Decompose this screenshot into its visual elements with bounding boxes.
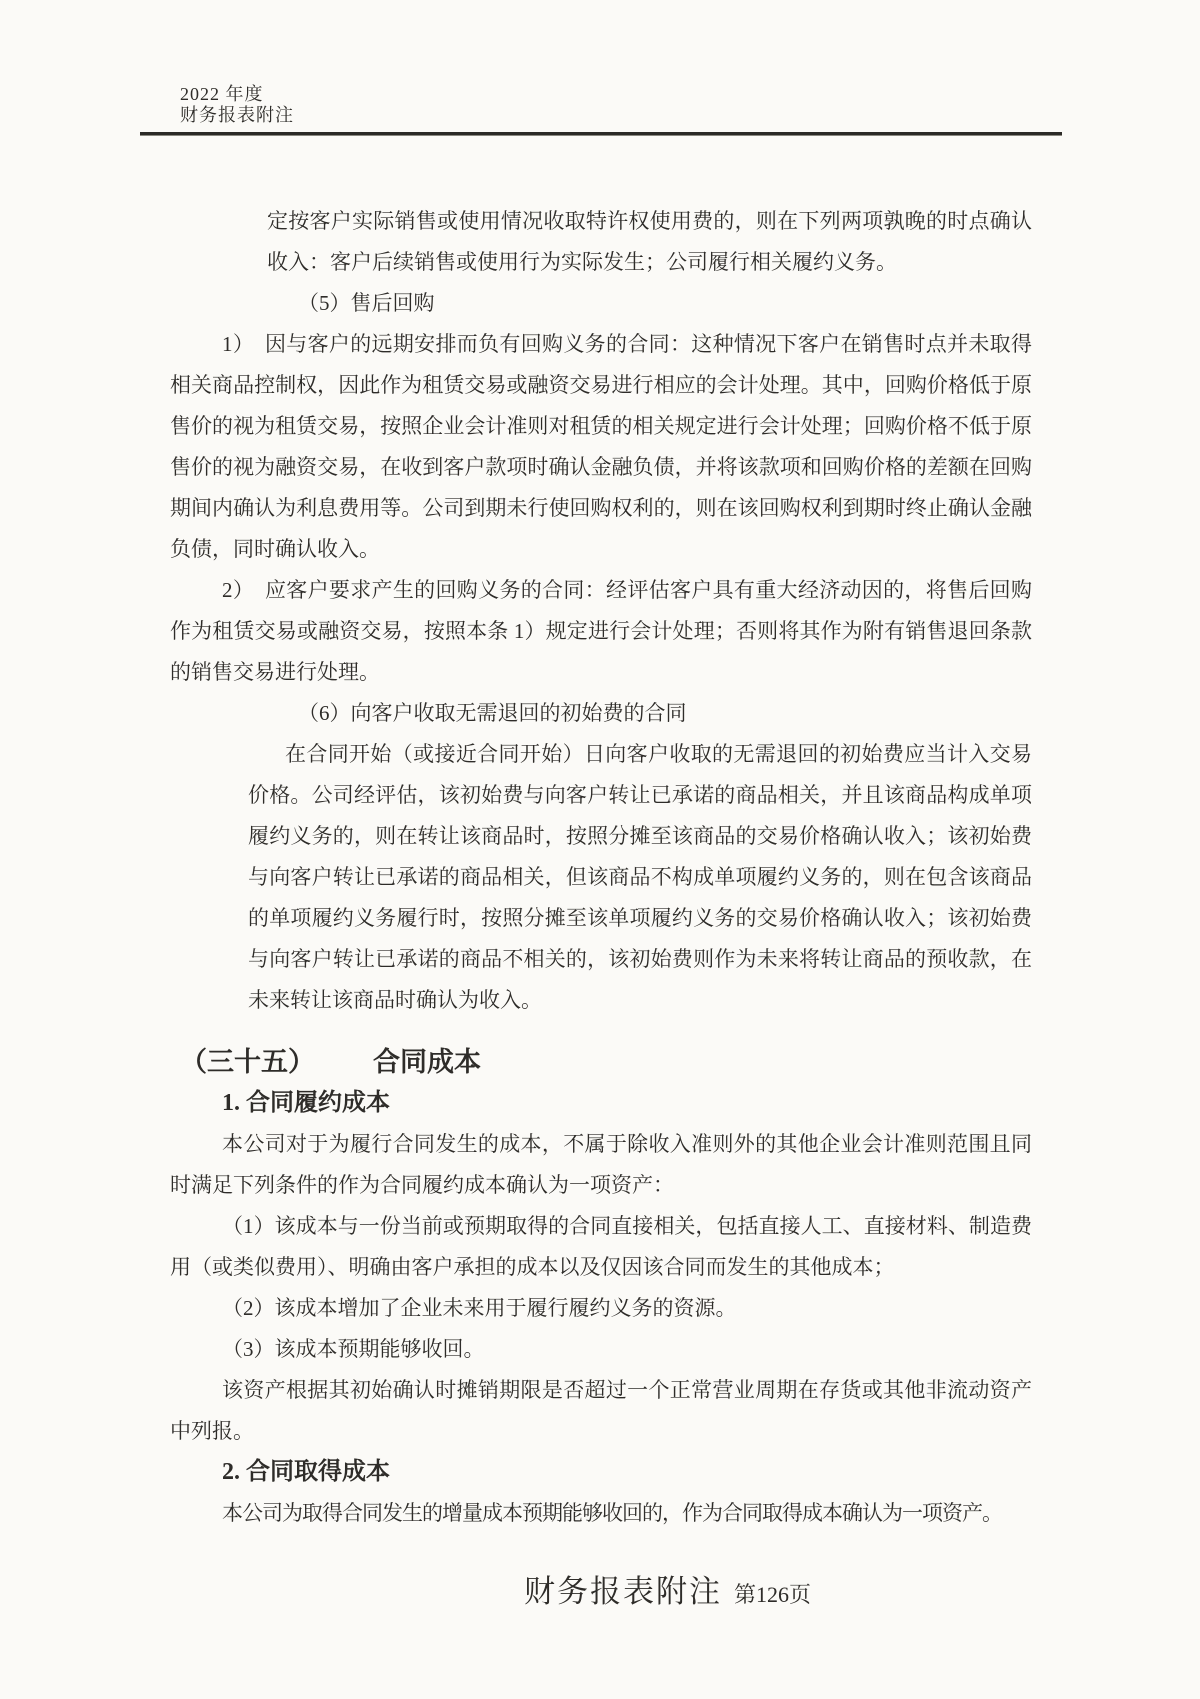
header-rule <box>140 132 1062 136</box>
item-heading: （5）售后回购 <box>298 291 435 315</box>
item-heading: （6）向客户收取无需退回的初始费的合同 <box>298 701 687 725</box>
paragraph: 1） 因与客户的远期安排而负有回购义务的合同：这种情况下客户在销售时点并未取得相关商品控制权，因此作为租赁交易或融资交易进行相应的会计处理。其中，回购价格低于原售价的视为租赁交易，按照企业会计准则对租赁的相关规定进行会计处理；回购价格不低于原售价的视为融资交易，在收到客户款项时确认金融负债，并将该款项和回购价格的差额在回购期间内确认为利息费用等。公司到期未行使回购权利的，则在该回购权利到期时终止确认金融负债，同时确认收入。 <box>170 332 1032 561</box>
section-number: （三十五） <box>180 1047 315 1077</box>
footer-page-number: 第126页 <box>733 1582 811 1607</box>
paragraph: 该资产根据其初始确认时摊销期限是否超过一个正常营业周期在存货或其他非流动资产中列报。 <box>170 1378 1032 1443</box>
paragraph: （2）该成本增加了企业未来用于履行履约义务的资源。 <box>222 1296 737 1320</box>
header-text <box>140 84 1062 126</box>
header-doc-title: 财务报表附注 <box>180 105 294 125</box>
paragraph: 本公司为取得合同发生的增量成本预期能够收回的，作为合同取得成本确认为一项资产。 <box>222 1501 1002 1525</box>
paragraph: 定按客户实际销售或使用情况收取特许权使用费的，则在下列两项孰晚的时点确认收入：客户后续销售或使用行为实际发生；公司履行相关履约义务。 <box>267 209 1032 274</box>
paragraph: （1）该成本与一份当前或预期取得的合同直接相关，包括直接人工、直接材料、制造费用（或类似费用）、明确由客户承担的成本以及仅因该合同而发生的其他成本； <box>170 1214 1032 1279</box>
page-header <box>140 84 1062 136</box>
sub-heading: 1. 合同履约成本 <box>222 1090 390 1116</box>
paragraph: （3）该成本预期能够收回。 <box>222 1337 485 1361</box>
paragraph: 本公司对于为履行合同发生的成本，不属于除收入准则外的其他企业会计准则范围且同时满足下列条件的作为合同履约成本确认为一项资产： <box>170 1132 1032 1197</box>
paragraph: 在合同开始（或接近合同开始）日向客户收取的无需退回的初始费应当计入交易价格。公司经评估，该初始费与向客户转让已承诺的商品相关，并且该商品构成单项履约义务的，则在转让该商品时，按照分摊至该商品的交易价格确认收入；该初始费与向客户转让已承诺的商品相关，但该商品不构成单项履约义务的，则在包含该商品的单项履约义务履行时，按照分摊至该单项履约义务的交易价格确认收入；该初始费与向客户转让已承诺的商品不相关的，该初始费则作为未来将转让商品的预收款，在未来转让该商品时确认为收入。 <box>248 742 1032 1012</box>
section-title: 合同成本 <box>373 1047 481 1077</box>
footer-doc-title: 财务报表附注 <box>523 1574 722 1609</box>
section-heading <box>180 1042 1032 1083</box>
paragraph: 2） 应客户要求产生的回购义务的合同：经评估客户具有重大经济动因的，将售后回购作为租赁交易或融资交易，按照本条 1）规定进行会计处理；否则将其作为附有销售退回条款的销售交易进行处理。 <box>170 578 1032 684</box>
page-footer <box>135 1566 1200 1611</box>
sub-heading: 2. 合同取得成本 <box>222 1459 390 1485</box>
document-body <box>170 201 1032 1534</box>
header-year: 2022 年度 <box>180 84 264 104</box>
